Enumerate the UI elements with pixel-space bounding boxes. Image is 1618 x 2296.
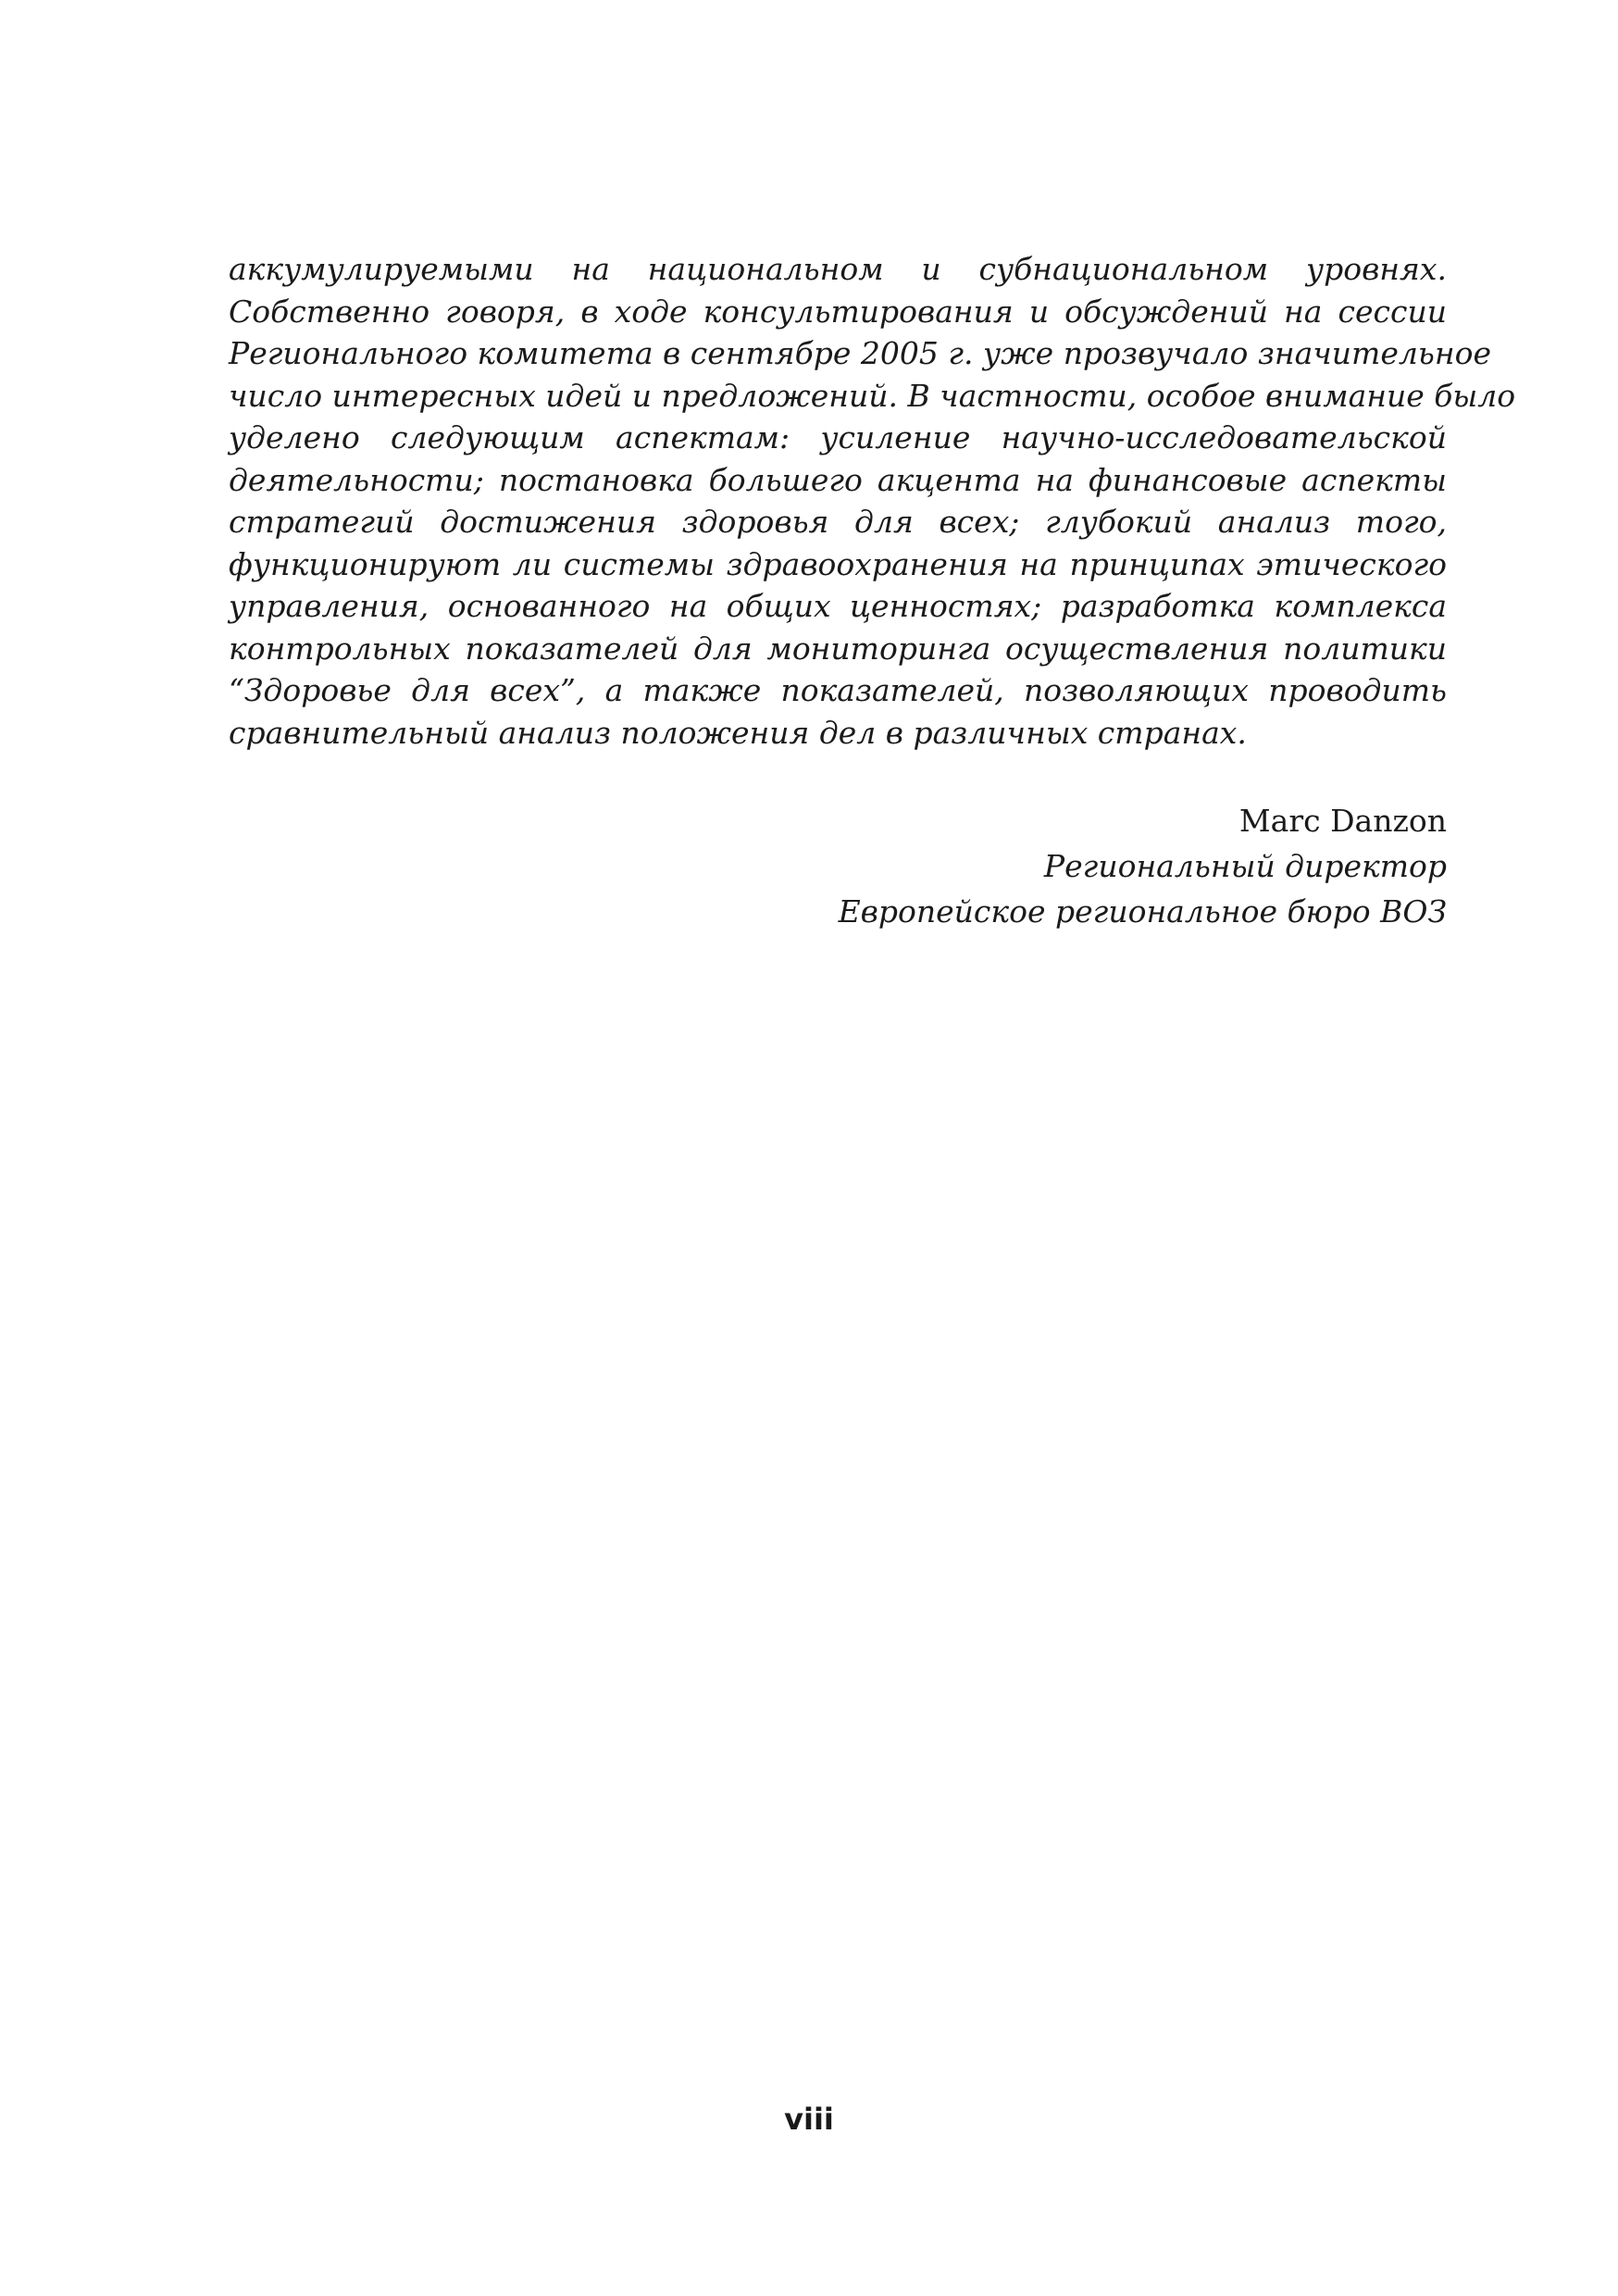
paragraph-line: “Здоровье для всех”, а также показателей, позволяющих проводить (229, 672, 1447, 708)
paragraph-line: функционируют ли системы здравоохранения на принципах этического (229, 545, 1447, 582)
paragraph-line: контрольных показателей для мониторинга осуществления политики (229, 630, 1447, 667)
page-number: viii (784, 2102, 834, 2137)
paragraph-line: сравнительный анализ положения дел в различных странах. (229, 714, 1247, 751)
paragraph-line: аккумулируемыми на национальном и субнациональном уровнях. (229, 251, 1447, 287)
paragraph-line: деятельности; постановка большего акцента на финансовые аспекты (229, 461, 1447, 498)
paragraph-line: стратегий достижения здоровья для всех; глубокий анализ того, (229, 504, 1447, 540)
paragraph-line: Собственно говоря, в ходе консультирования и обсуждений на сессии (229, 293, 1447, 330)
paragraph-line: Регионального комитета в сентябре 2005 г. уже прозвучало значительное (229, 335, 1491, 371)
paragraph-line: управления, основанного на общих ценностях; разработка комплекса (229, 588, 1447, 624)
signature-block (839, 798, 1447, 934)
signatory-organization: Европейское региональное бюро ВОЗ (838, 893, 1447, 930)
paragraph-line: число интересных идей и предложений. В частности, особое внимание было (229, 377, 1516, 414)
body-paragraph (229, 248, 1516, 754)
signatory-name: Marc Danzon (1238, 803, 1447, 839)
paragraph-line: уделено следующим аспектам: усиление научно-исследовательской (229, 419, 1447, 455)
signatory-role: Региональный директор (1043, 848, 1447, 884)
